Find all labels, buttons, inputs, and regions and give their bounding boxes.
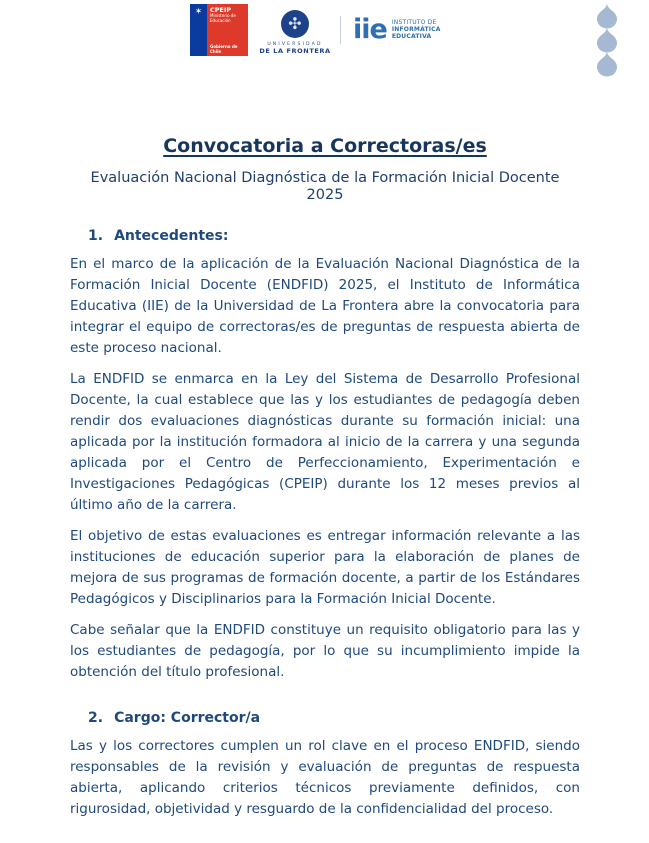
iie-logo-text [392,19,441,40]
paragraph: El objetivo de estas evaluaciones es entregar información relevante a las instituciones de educación superior para la elaboración de planes de mejora de sus programas de formación docente, a partir de los Estándares Pedagógicos y Disciplinarios para la Formación Inicial Docente. [70,528,580,607]
subtitle-line2: 2025 [306,187,344,203]
iie-glyph-icon: iie [353,14,387,45]
iie-logo [353,16,441,43]
paragraph: En el marco de la aplicación de la Evaluación Nacional Diagnóstica de la Formación Inicial Docente (ENDFID) 2025, el Instituto de Informática Educativa (IIE) de la Universidad de La Frontera abre la convocatoria para integrar el equipo de correctoras/es de preguntas de respuesta abierta de este proceso nacional. [70,256,580,356]
cpeip-government-label: Gobierno de Chile [210,44,238,54]
cpeip-ministry-label: Ministerio de Educación [210,13,236,23]
page-title: Convocatoria a Correctoras/es [163,135,487,157]
ufro-logo [259,4,331,55]
iie-name-line1: INSTITUTO DE [391,19,437,26]
drop-icon [594,3,620,29]
drop-icon [594,27,620,53]
chile-coat-of-arms-icon: ✶ [190,4,207,56]
paragraph: Las y los correctores cumplen un rol clave en el proceso ENDFID, siendo responsables de la revisión y evaluación de preguntas de respuesta abierta, aplicando criterios técnicos previamente definidos, con rigurosidad, objetividad y resguardo de la confidencialidad del proceso. [70,738,580,817]
ufro-seal-icon: ✣ [281,10,309,38]
header-logos [190,4,441,56]
paragraph: Cabe señalar que la ENDFID constituye un requisito obligatorio para las y los estudiantes de pedagogía, por lo que su incumplimiento impide la obtención del título profesional. [70,622,580,680]
paragraph: La ENDFID se enmarca en la Ley del Sistema de Desarrollo Profesional Docente, la cual establece que las y los estudiantes de pedagogía deben rendir dos evaluaciones diagnósticas durante su formación inicial: una aplicada por la institución formadora al inicio de la carrera y una segunda aplicada por el Centro de Perfeccionamiento, Experimentación e Investigaciones Pedagógicas (CPEIP) durante los 12 meses previos al último año de la carrera. [70,371,580,513]
page-subtitle [70,170,580,204]
cpeip-ministry-logo [190,4,248,56]
drop-icon [594,51,620,77]
section-number: 2. [88,710,104,726]
section-heading-cargo [70,710,580,727]
cpeip-logo-text [207,4,248,56]
iie-name-line2: INFORMÁTICA [391,26,441,33]
cpeip-acronym: CPEIP [210,6,232,14]
section-label: Cargo: Corrector/a [114,710,261,726]
ufro-name-line2: DE LA FRONTERA [259,47,331,55]
section-heading-antecedentes [70,228,580,245]
section-label: Antecedentes: [114,228,229,244]
ufro-name-line1: UNIVERSIDAD [267,42,323,47]
subtitle-line1: Evaluación Nacional Diagnóstica de la Formación Inicial Docente [90,170,560,186]
iie-name-line3: EDUCATIVA [391,33,432,40]
logo-divider [340,16,341,44]
section-number: 1. [88,228,104,244]
drop-decoration [594,5,620,77]
document-content [70,135,580,830]
